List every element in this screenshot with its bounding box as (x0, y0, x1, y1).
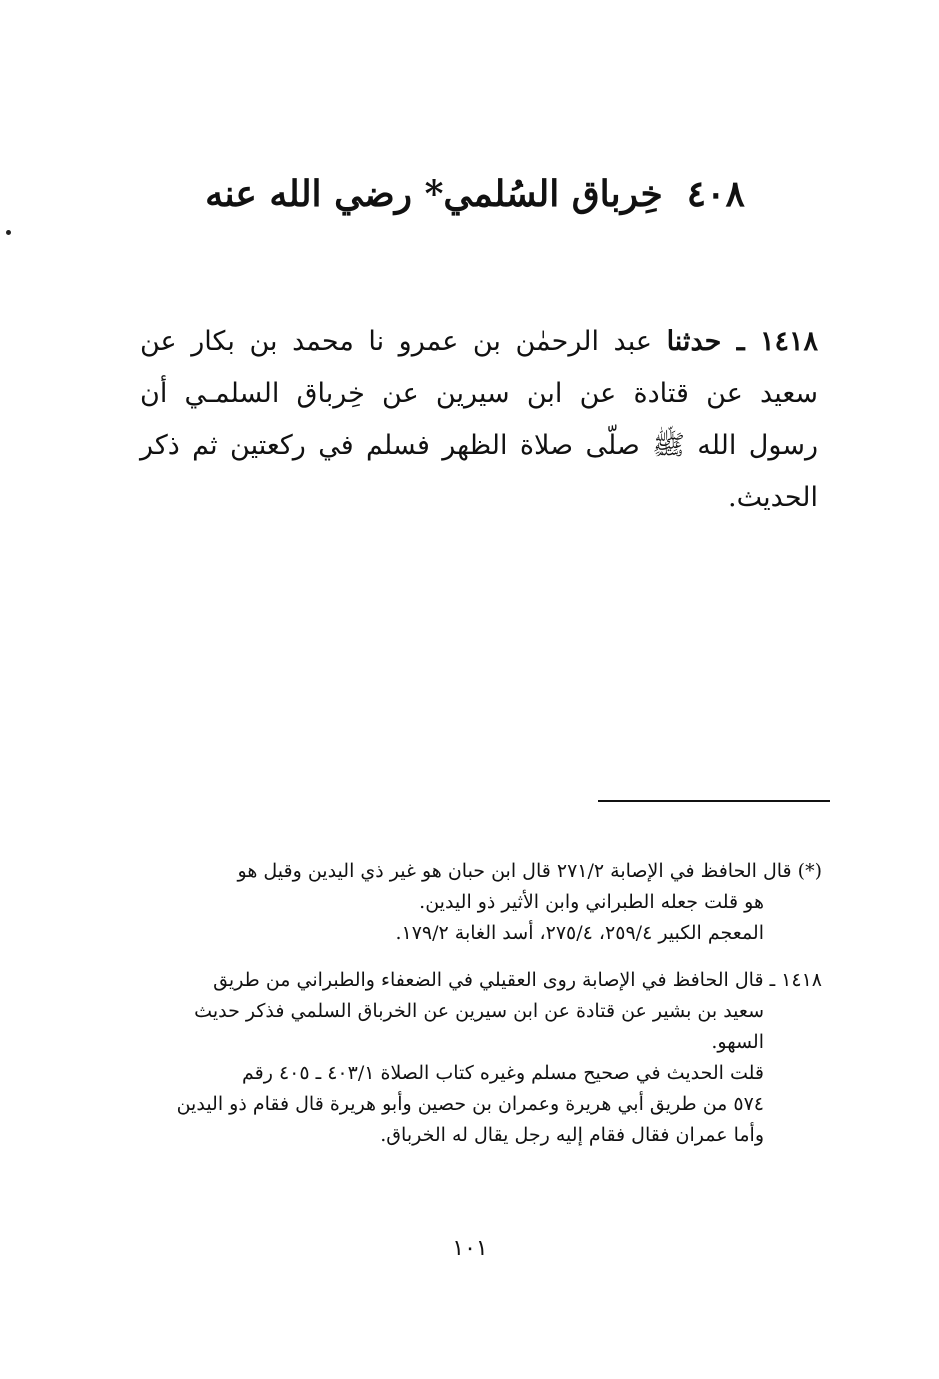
footnote-line: (*) قال الحافظ في الإصابة ٢٧١/٢ قال ابن حبان هو غير ذي اليدين وقيل هو (237, 860, 822, 882)
footnote-line: السهو. (711, 1031, 764, 1053)
footnote-line: ٥٧٤ من طريق أبي هريرة وعمران بن حصين وأبو هريرة قال فقام ذو اليدين (176, 1093, 764, 1115)
footnote (150, 965, 822, 1151)
margin-dot (6, 230, 11, 235)
footnote-line: ١٤١٨ ـ قال الحافظ في الإصابة روى العقيلي في الضعفاء والطبراني من طريق (213, 969, 822, 991)
hadith-line: سعيد عن قتادة عن ابن سيرين عن خِرباق السلمـي أن رسول الله ﷺ (140, 378, 818, 461)
footnote (150, 856, 822, 949)
hadith-line: عبد الرحمٰن بن عمرو نا محمد بن بكار عن (140, 326, 652, 357)
hadith-lead: ١٤١٨ ـ حدثنا (666, 326, 818, 357)
footnote-line: المعجم الكبير ٢٥٩/٤، ٢٧٥/٤، أسد الغابة ١٧٩/٢. (395, 922, 764, 944)
page-number: ١٠١ (452, 1236, 488, 1261)
footnote-line: قلت الحديث في صحيح مسلم وغيره كتاب الصلاة ٤٠٣/١ ـ ٤٠٥ رقم (241, 1062, 764, 1084)
footnotes (150, 856, 822, 1167)
hadith-line: صلّى صلاة الظهر فسلم في ركعتين ثم ذكر الحديث. (140, 430, 818, 513)
hadith-text (140, 316, 818, 524)
footnote-separator (598, 800, 830, 802)
footnote-line: سعيد بن بشير عن قتادة عن ابن سيرين عن الخرباق السلمي فذكر حديث (194, 1000, 764, 1022)
footnote-line: هو قلت جعله الطبراني وابن الأثير ذو اليدين. (419, 891, 764, 913)
chapter-name: خِرباق السُلمي* رضي الله عنه (205, 173, 663, 215)
chapter-title (150, 168, 800, 220)
chapter-number: ٤٠٨ (686, 173, 745, 215)
footnote-line: وأما عمران فقال فقام إليه رجل يقال له الخرباق. (380, 1124, 764, 1146)
